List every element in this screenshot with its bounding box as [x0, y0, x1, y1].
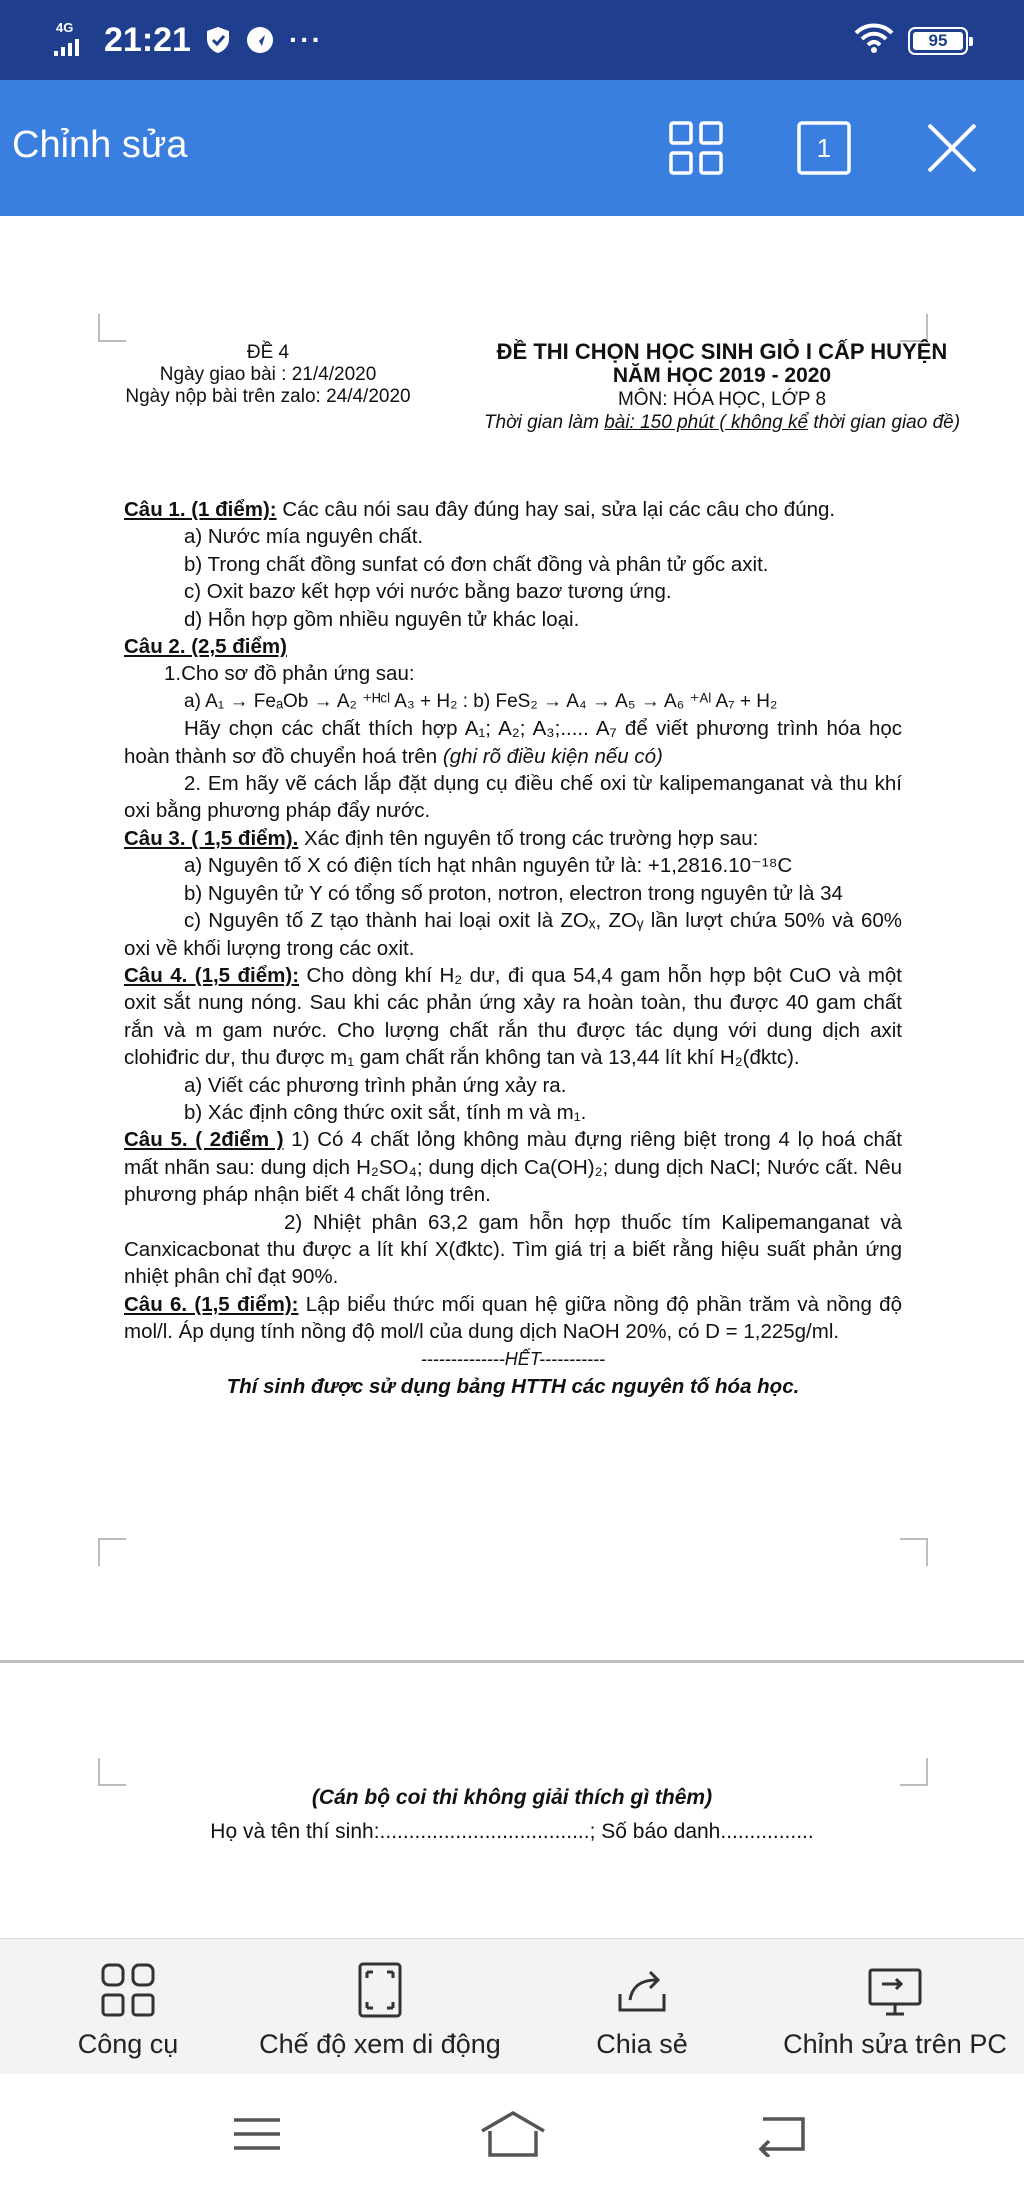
question-1: Câu 1. (1 điểm): Các câu nói sau đây đúng hay sai, sửa lại các câu cho đúng.: [124, 498, 836, 521]
share-icon: [572, 1957, 712, 2023]
subject: MÔN: HÓA HỌC, LỚP 8: [617, 389, 827, 410]
tools-icon: [58, 1957, 198, 2023]
candidate-info-line: Họ và tên thí sinh:....................................; Số báo danh................: [210, 1820, 814, 1843]
q2-scheme: a) A₁ → FeₐOb → A₂ ⁺ᴴᶜˡ A₃ + H₂ : b) FeS₂ → A₄ → A₅ → A₆ ⁺ᴬˡ A₇ + H₂: [184, 690, 778, 712]
monitor-icon: [770, 1957, 1020, 2023]
grid-view-icon[interactable]: [664, 116, 728, 180]
question-5: Câu 5. ( 2điểm ) 1) Có 4 chất lỏng không màu đựng riêng biệt trong 4 lọ hoá chất mất nhãn sau: dung dịch H₂SO₄; dung dịch Ca(OH)₂; dung dịch NaCl; Nước cất. Nêu phương pháp nhận biết 4 chất lỏng trên.: [124, 1128, 902, 1207]
system-nav-bar: [0, 2074, 1024, 2194]
page-corner-mark: [900, 1758, 928, 1786]
exam-body: [124, 496, 902, 1400]
q2-part2: 2. Em hãy vẽ cách lắp đặt dụng cụ điều chế oxi từ kalipemanganat và thu khí oxi bằng phương pháp đẩy nước.: [124, 772, 902, 823]
page-count: 1: [816, 132, 832, 163]
bottom-toolbar: [0, 1938, 1024, 2075]
q1-b: b) Trong chất đồng sunfat có đơn chất đồng và phân tử gốc axit.: [184, 552, 769, 576]
page-corner-mark: [900, 314, 928, 342]
exam-info-left: [100, 342, 436, 408]
footnote: Thí sinh được sử dụng bảng HTTH các nguyên tố hóa học.: [226, 1375, 800, 1398]
q2-instruction: Hãy chọn các chất thích hợp A₁; A₂; A₃;..... A₇ để viết phương trình hóa học hoàn thành sơ đồ chuyển hoá trên (ghi rõ điều kiện nếu có): [124, 717, 902, 768]
battery-icon: [908, 27, 968, 55]
document-viewer[interactable]: [0, 216, 1024, 1938]
question-2: Câu 2. (2,5 điểm): [124, 635, 287, 659]
q4-a: a) Viết các phương trình phản ứng xảy ra.: [184, 1073, 567, 1097]
navigation-icon: [245, 25, 275, 55]
signal-icon: [52, 20, 98, 60]
app-toolbar: [0, 80, 1024, 216]
submit-date: Ngày nộp bài trên zalo: 24/4/2020: [125, 386, 411, 407]
q1-a: a) Nước mía nguyên chất.: [184, 525, 424, 549]
exam-number: ĐỀ 4: [246, 342, 290, 363]
wifi-icon: [854, 22, 894, 59]
mobile-view-button[interactable]: Chế độ xem di động: [250, 1957, 510, 2060]
close-icon[interactable]: [920, 116, 984, 180]
q3-a: a) Nguyên tố X có điện tích hạt nhân nguyên tử là: +1,2816.10⁻¹⁸C: [184, 854, 793, 878]
page-counter-button[interactable]: [792, 116, 856, 180]
back-icon[interactable]: [746, 2108, 816, 2160]
menu-icon[interactable]: [222, 2108, 292, 2160]
time-limit: Thời gian làm bài: 150 phút ( không kể thời gian giao đề): [483, 412, 961, 433]
assign-date: Ngày giao bài : 21/4/2020: [159, 364, 377, 385]
end-mark: --------------HẾT-----------: [420, 1348, 606, 1369]
q4-b: b) Xác định công thức oxit sắt, tính m và m₁.: [184, 1100, 587, 1124]
q5-part2: 2) Nhiệt phân 63,2 gam hỗn hợp thuốc tím Kalipemanganat và Canxicacbonat thu được a lít khí X(đktc). Tìm giá trị a biết rằng hiệu suất phản ứng nhiệt phân chỉ đạt 90%.: [124, 1210, 902, 1289]
question-3: Câu 3. ( 1,5 điểm). Xác định tên nguyên tố trong các trường hợp sau:: [124, 826, 759, 850]
exam-info-right: [462, 340, 982, 434]
shield-icon: [203, 25, 233, 55]
page-separator: [0, 1660, 1024, 1663]
question-6: Câu 6. (1,5 điểm): Lập biểu thức mối quan hệ giữa nồng độ phần trăm và nồng độ mol/l. Áp dụng tính nồng độ mol/l của dung dịch NaOH 20%, có D = 1,225g/ml.: [124, 1292, 902, 1344]
status-bar: [0, 0, 1024, 80]
exam-title: ĐỀ THI CHỌN HỌC SINH GIỎ I CẤP HUYỆN: [496, 339, 948, 364]
battery-level: 95: [928, 30, 948, 50]
mobile-view-icon: [250, 1957, 510, 2023]
page-corner-mark: [98, 1538, 126, 1566]
share-button[interactable]: Chia sẻ: [572, 1957, 712, 2060]
page-corner-mark: [900, 1538, 928, 1566]
q1-d: d) Hỗn hợp gồm nhiều nguyên tử khác loại.: [184, 607, 580, 631]
edit-on-pc-button[interactable]: Chỉnh sửa trên PC: [770, 1957, 1020, 2060]
clock: 21:21: [104, 20, 191, 59]
q3-c: c) Nguyên tố Z tạo thành hai loại oxit là ZOₓ, ZOᵧ lần lượt chứa 50% và 60% oxi về khối lượng trong các oxit.: [124, 909, 902, 960]
more-notifications: ···: [288, 24, 323, 55]
tools-button[interactable]: Công cụ: [58, 1957, 198, 2060]
page-corner-mark: [98, 1758, 126, 1786]
page-corner-mark: [98, 314, 126, 342]
school-year: NĂM HỌC 2019 - 2020: [612, 364, 832, 387]
q1-c: c) Oxit bazơ kết hợp với nước bằng bazơ tương ứng.: [184, 580, 672, 604]
edit-title[interactable]: Chỉnh sửa: [12, 124, 188, 166]
proctor-note: (Cán bộ coi thi không giải thích gì thêm): [311, 1786, 713, 1809]
home-icon[interactable]: [478, 2108, 548, 2160]
q2-intro: 1.Cho sơ đồ phản ứng sau:: [164, 662, 415, 686]
q3-b: b) Nguyên tử Y có tổng số proton, nơtron, electron trong nguyên tử là 34: [184, 881, 843, 905]
network-type: 4G: [56, 20, 74, 35]
question-4: Câu 4. (1,5 điểm): Cho dòng khí H₂ dư, đi qua 54,4 gam hỗn hợp bột CuO và một oxit sắt nung nóng. Sau khi các phản ứng xảy ra hoàn toàn, thu được 40 gam chất rắn và m gam nước. Cho lượng chất rắn thu được tác dụng với dung dịch axit clohiđric dư, thu được m₁ gam chất rắn không tan và 13,44 lít khí H₂(đktc).: [124, 963, 902, 1070]
